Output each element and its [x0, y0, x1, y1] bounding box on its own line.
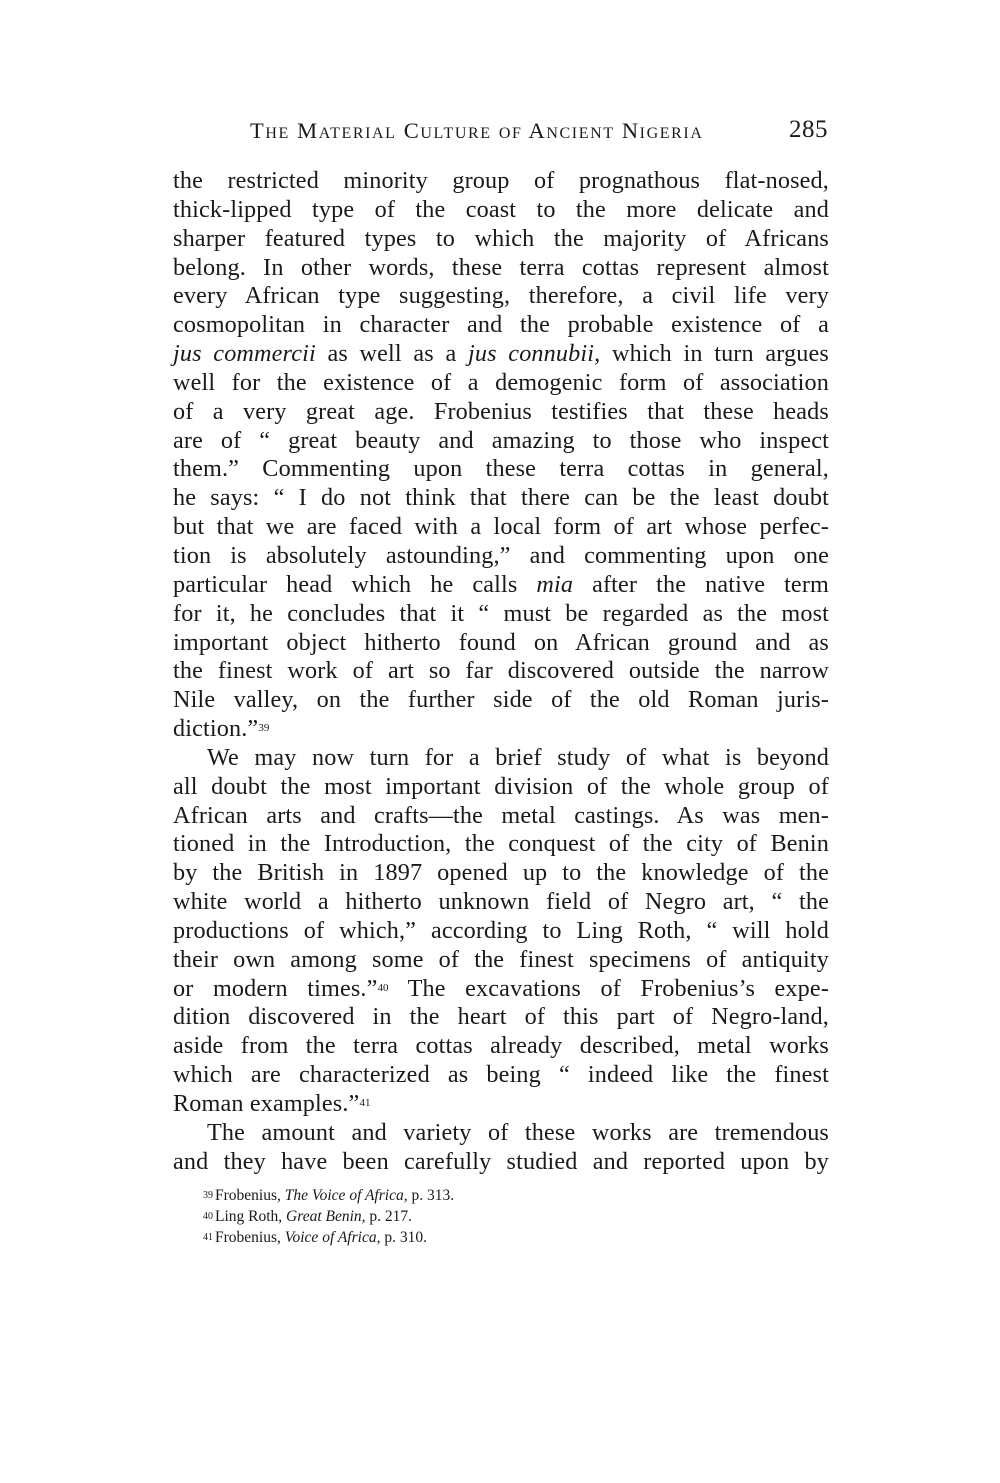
- text-line: their own among some of the finest specimens of antiquity: [173, 945, 829, 973]
- footnote-ref: 40: [377, 981, 389, 994]
- paragraph: [173, 1119, 829, 1177]
- text-line: white world a hitherto unknown field of Negro art, “ the: [173, 888, 829, 916]
- text-line: but that we are faced with a local form of art whose perfec-: [173, 513, 829, 541]
- text-line: tion is absolutely astounding,” and commenting upon one: [173, 541, 829, 569]
- text-line: [173, 975, 829, 1004]
- footnote-text: Frobenius,: [215, 1229, 285, 1246]
- footnote-ref: 39: [258, 722, 270, 735]
- page-number: 285: [789, 116, 828, 143]
- text-line: well for the existence of a demogenic form of association: [173, 368, 829, 396]
- text-line: thick-lipped type of the coast to the more delicate and: [173, 195, 829, 223]
- italic-text: Voice of Africa,: [284, 1229, 381, 1246]
- italic-text: jus commercii: [173, 340, 316, 368]
- italic-text: Great Benin,: [286, 1208, 366, 1225]
- text-line: aside from the terra cottas already described, metal works: [173, 1032, 829, 1060]
- text-line: [173, 340, 829, 369]
- footnote: [203, 1185, 803, 1206]
- paragraph: [173, 744, 829, 1119]
- text-run: or modern times.”: [173, 974, 378, 1002]
- footnote-text: p. 313.: [407, 1187, 455, 1204]
- text-line: We may now turn for a brief study of what is beyond: [207, 743, 829, 771]
- footnote: [203, 1227, 803, 1248]
- text-run: diction.”: [173, 715, 259, 743]
- footnote-ref: 41: [359, 1097, 371, 1109]
- page-header: [172, 118, 832, 152]
- italic-text: jus connubii,: [468, 340, 601, 368]
- text-line: belong. In other words, these terra cottas represent almost: [173, 253, 829, 281]
- footnote-number: 39: [203, 1190, 213, 1201]
- text-line: all doubt the most important division of the whole group of: [173, 772, 829, 800]
- text-line: sharper featured types to which the majority of Africans: [173, 224, 829, 252]
- text-line: [173, 715, 829, 744]
- footnote: [203, 1206, 803, 1227]
- text-run: The excavations of Frobenius’s expe-: [388, 974, 829, 1002]
- footnote-text: Frobenius,: [215, 1187, 285, 1204]
- footnotes: [203, 1185, 803, 1248]
- text-run: particular head which he calls: [173, 570, 537, 598]
- text-line: for it, he concludes that it “ must be regarded as the most: [173, 599, 829, 627]
- footnote-text: Ling Roth,: [215, 1208, 287, 1225]
- text-line: important object hitherto found on African ground and as: [173, 628, 829, 656]
- footnote-number: 41: [203, 1232, 213, 1243]
- text-line: [173, 571, 829, 600]
- text-line: of a very great age. Frobenius testifies that these heads: [173, 397, 829, 425]
- text-line: African arts and crafts—the metal castings. As was men-: [173, 801, 829, 829]
- text-line: are of “ great beauty and amazing to those who inspect: [173, 426, 829, 454]
- text-line: which are characterized as being “ indeed like the finest: [173, 1061, 829, 1089]
- paragraph: [173, 167, 829, 744]
- text-run: after the native term: [573, 570, 829, 598]
- text-line: them.” Commenting upon these terra cottas in general,: [173, 455, 829, 483]
- text-line: productions of which,” according to Ling Roth, “ will hold: [173, 916, 829, 944]
- text-line: cosmopolitan in character and the probable existence of a: [173, 311, 829, 339]
- text-line: [173, 1090, 829, 1119]
- text-line: the restricted minority group of prognathous flat-nosed,: [173, 167, 829, 194]
- footnote-text: p. 310.: [380, 1229, 427, 1246]
- text-run: as well as a: [315, 340, 468, 368]
- text-line: tioned in the Introduction, the conquest of the city of Benin: [173, 830, 829, 858]
- text-line: by the British in 1897 opened up to the knowledge of the: [173, 859, 829, 887]
- footnote-number: 40: [203, 1211, 213, 1222]
- text-line: every African type suggesting, therefore, a civil life very: [173, 282, 829, 310]
- text-line: dition discovered in the heart of this part of Negro-land,: [173, 1003, 829, 1031]
- text-line: the finest work of art so far discovered outside the narrow: [173, 657, 829, 685]
- running-title: The Material Culture of Ancient Nigeria: [250, 118, 704, 143]
- italic-text: The Voice of Africa,: [284, 1187, 408, 1204]
- text-line: and they have been carefully studied and reported upon by: [173, 1147, 829, 1175]
- italic-text: mia: [536, 570, 574, 598]
- text-line: The amount and variety of these works are tremendous: [207, 1118, 829, 1146]
- footnote-text: p. 217.: [365, 1208, 413, 1225]
- text-line: Nile valley, on the further side of the old Roman juris-: [173, 686, 829, 714]
- text-line: he says: “ I do not think that there can be the least doubt: [173, 484, 829, 512]
- text-run: Roman examples.”: [173, 1090, 360, 1117]
- text-run: which in turn argues: [600, 340, 829, 368]
- body-text: [173, 167, 829, 1177]
